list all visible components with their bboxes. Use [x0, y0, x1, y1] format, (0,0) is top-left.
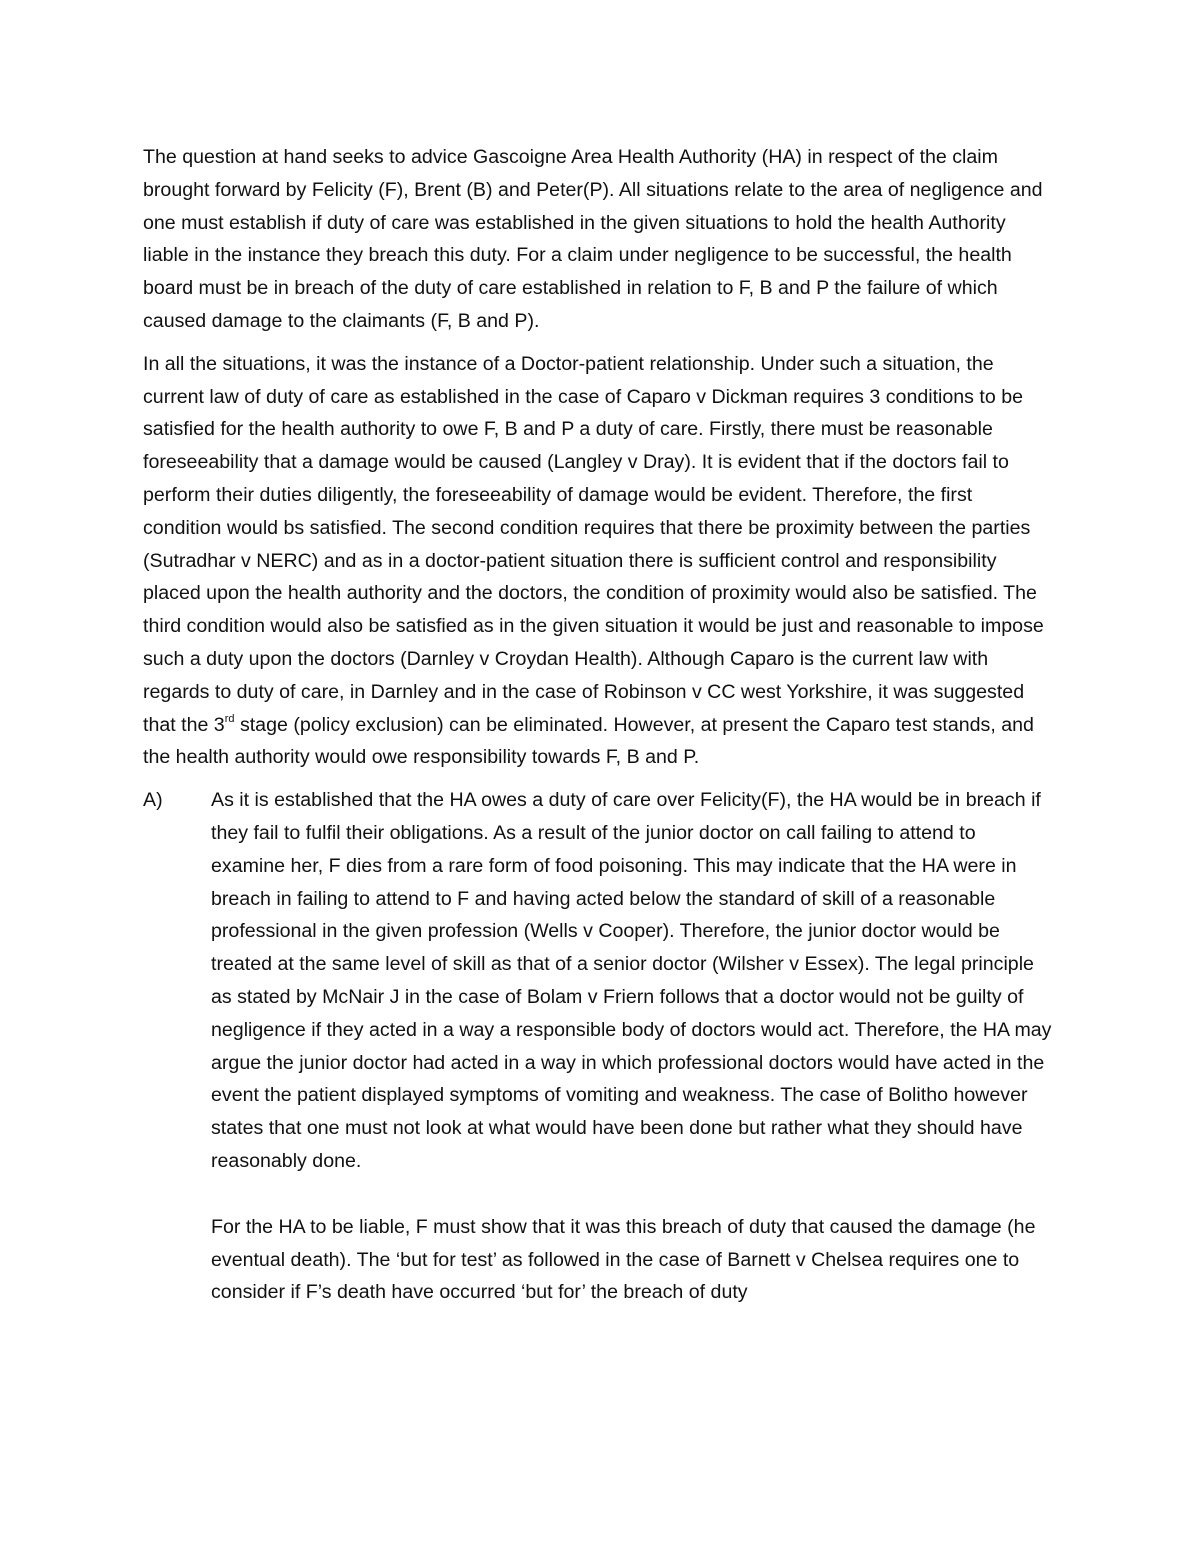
- duty-of-care-paragraph: [143, 348, 1055, 774]
- breach-paragraph: As it is established that the HA owes a duty of care over Felicity(F), the HA would be in breach if they fail to fulfil their obligations. As a result of the junior doctor on call failing to attend to examine her, F dies from a rare form of food poisoning. This may indicate that the HA were in breach in failing to attend to F and having acted below the standard of skill of a reasonable professional in the given profession (Wells v Cooper). Therefore, the junior doctor would be treated at the same level of skill as that of a senior doctor (Wilsher v Essex). The legal principle as stated by McNair J in the case of Bolam v Friern follows that a doctor would not be guilty of negligence if they acted in a way a responsible body of doctors would act. Therefore, the HA may argue the junior doctor had acted in a way in which professional doctors would have acted in the event the patient displayed symptoms of vomiting and weakness. The case of Bolitho however states that one must not look at what would have been done but rather what they should have reasonably done.: [211, 789, 1052, 1172]
- document-body: [143, 141, 1055, 1309]
- ordinal-superscript: rd: [224, 712, 235, 725]
- causation-paragraph: For the HA to be liable, F must show that it was this breach of duty that caused the damage (he eventual death). The ‘but for test’ as followed in the case of Barnett v Chelsea requires one to consider if F’s death have occurred ‘but for’ the breach of duty: [211, 1215, 1036, 1304]
- duty-of-care-text-part2: stage (policy exclusion) can be eliminated. However, at present the Caparo test stands, and the health authority would owe responsibility towards F, B and P.: [143, 713, 1034, 769]
- intro-paragraph: The question at hand seeks to advice Gascoigne Area Health Authority (HA) in respect of the claim brought forward by Felicity (F), Brent (B) and Peter(P). All situations relate to the area of negligence and one must establish if duty of care was established in the given situations to hold the health Authority liable in the instance they breach this duty. For a claim under negligence to be successful, the health board must be in breach of the duty of care established in relation to F, B and P the failure of which caused damage to the claimants (F, B and P).: [143, 146, 1043, 332]
- list-marker-a: A): [143, 789, 163, 812]
- duty-of-care-text-part1: In all the situations, it was the instance of a Doctor-patient relationship. Under such a situation, the current law of duty of care as established in the case of Caparo v Dickman requires 3 conditions to be satisfied for the health authority to owe F, B and P a duty of care. Firstly, there must be reasonable foreseeability that a damage would be caused (Langley v Dray). It is evident that if the doctors fail to perform their duties diligently, the foreseeability of damage would be evident. Therefore, the first condition would bs satisfied. The second condition requires that there be proximity between the parties (Sutradhar v NERC) and as in a doctor-patient situation there is sufficient control and responsibility placed upon the health authority and the doctors, the condition of proximity would also be satisfied. The third condition would also be satisfied as in the given situation it would be just and reasonable to impose such a duty upon the doctors (Darnley v Croydan Health). Although Caparo is the current law with regards to duty of care, in Darnley and in the case of Robinson v CC west Yorkshire, it was suggested that the 3: [143, 352, 1044, 736]
- list-item-a: [143, 784, 1055, 1309]
